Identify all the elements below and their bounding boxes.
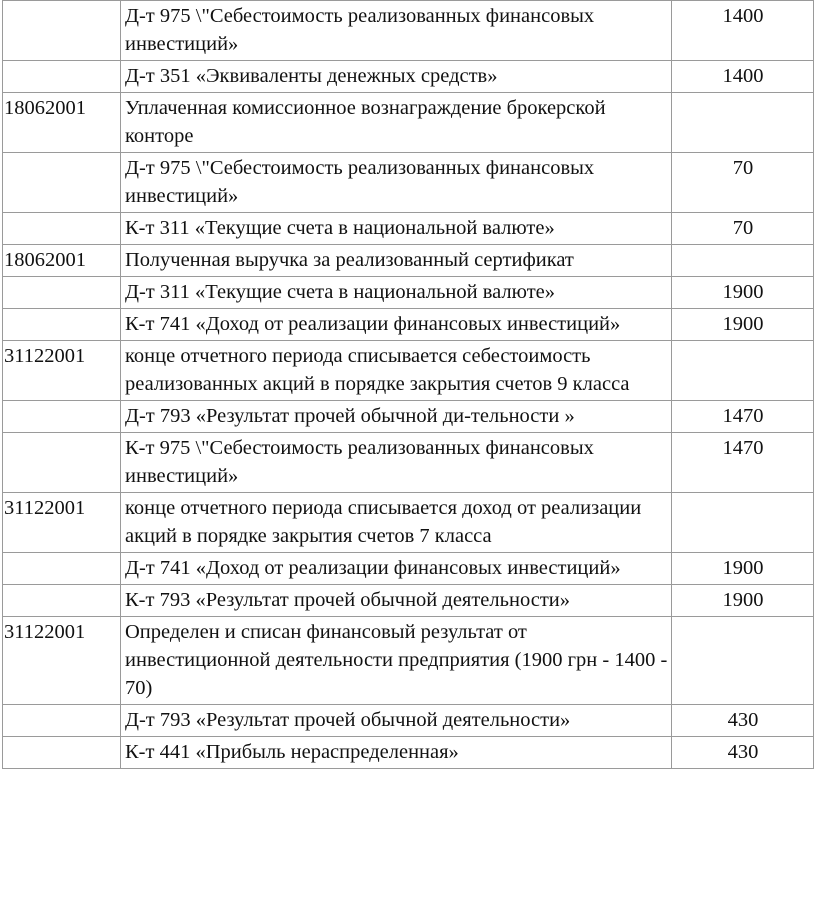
- date-cell: 31122001: [3, 493, 121, 553]
- description-cell: Д-т 311 «Текущие счета в национальной валюте»: [121, 277, 672, 309]
- table-row: [3, 213, 814, 245]
- amount-cell: 70: [672, 213, 814, 245]
- journal-entries-body: [3, 1, 814, 769]
- description-cell: Д-т 351 «Эквиваленты денежных средств»: [121, 61, 672, 93]
- description-cell: К-т 311 «Текущие счета в национальной валюте»: [121, 213, 672, 245]
- date-cell: [3, 61, 121, 93]
- amount-cell: 430: [672, 705, 814, 737]
- date-cell: [3, 585, 121, 617]
- amount-cell: 1900: [672, 277, 814, 309]
- table-row: [3, 245, 814, 277]
- table-row: [3, 433, 814, 493]
- table-row: [3, 401, 814, 433]
- amount-cell: 1900: [672, 585, 814, 617]
- date-cell: [3, 277, 121, 309]
- journal-entries-table: [2, 0, 814, 769]
- description-cell: К-т 793 «Результат прочей обычной деятельности»: [121, 585, 672, 617]
- amount-cell: [672, 245, 814, 277]
- date-cell: 31122001: [3, 341, 121, 401]
- date-cell: [3, 309, 121, 341]
- table-row: [3, 153, 814, 213]
- amount-cell: 1900: [672, 309, 814, 341]
- description-cell: Полученная выручка за реализованный сертификат: [121, 245, 672, 277]
- table-row: [3, 93, 814, 153]
- table-row: [3, 585, 814, 617]
- amount-cell: 430: [672, 737, 814, 769]
- description-cell: К-т 441 «Прибыль нераспределенная»: [121, 737, 672, 769]
- date-cell: 18062001: [3, 93, 121, 153]
- amount-cell: [672, 617, 814, 705]
- amount-cell: 1400: [672, 61, 814, 93]
- description-cell: Д-т 975 \"Себестоимость реализованных финансовых инвестиций»: [121, 1, 672, 61]
- description-cell: К-т 741 «Доход от реализации финансовых инвестиций»: [121, 309, 672, 341]
- amount-cell: 1470: [672, 433, 814, 493]
- date-cell: [3, 213, 121, 245]
- table-row: [3, 493, 814, 553]
- description-cell: конце отчетного периода списывается доход от реализации акций в порядке закрытия счетов 7 класса: [121, 493, 672, 553]
- description-cell: К-т 975 \"Себестоимость реализованных финансовых инвестиций»: [121, 433, 672, 493]
- table-row: [3, 309, 814, 341]
- date-cell: 18062001: [3, 245, 121, 277]
- description-cell: конце отчетного периода списывается себестоимость реализованных акций в порядке закрытия счетов 9 класса: [121, 341, 672, 401]
- description-cell: Д-т 793 «Результат прочей обычной ди-тельности »: [121, 401, 672, 433]
- amount-cell: [672, 93, 814, 153]
- description-cell: Д-т 975 \"Себестоимость реализованных финансовых инвестиций»: [121, 153, 672, 213]
- description-cell: Д-т 793 «Результат прочей обычной деятельности»: [121, 705, 672, 737]
- amount-cell: [672, 493, 814, 553]
- date-cell: [3, 737, 121, 769]
- table-row: [3, 341, 814, 401]
- date-cell: [3, 401, 121, 433]
- table-row: [3, 617, 814, 705]
- amount-cell: 70: [672, 153, 814, 213]
- description-cell: Уплаченная комиссионное вознаграждение брокерской конторе: [121, 93, 672, 153]
- date-cell: [3, 553, 121, 585]
- table-row: [3, 705, 814, 737]
- amount-cell: 1400: [672, 1, 814, 61]
- date-cell: 31122001: [3, 617, 121, 705]
- date-cell: [3, 705, 121, 737]
- table-row: [3, 737, 814, 769]
- description-cell: Определен и списан финансовый результат от инвестиционной деятельности предприятия (1900 грн - 1400 - 70): [121, 617, 672, 705]
- table-row: [3, 553, 814, 585]
- amount-cell: [672, 341, 814, 401]
- date-cell: [3, 1, 121, 61]
- amount-cell: 1470: [672, 401, 814, 433]
- description-cell: Д-т 741 «Доход от реализации финансовых инвестиций»: [121, 553, 672, 585]
- table-row: [3, 61, 814, 93]
- table-row: [3, 277, 814, 309]
- table-row: [3, 1, 814, 61]
- date-cell: [3, 153, 121, 213]
- amount-cell: 1900: [672, 553, 814, 585]
- date-cell: [3, 433, 121, 493]
